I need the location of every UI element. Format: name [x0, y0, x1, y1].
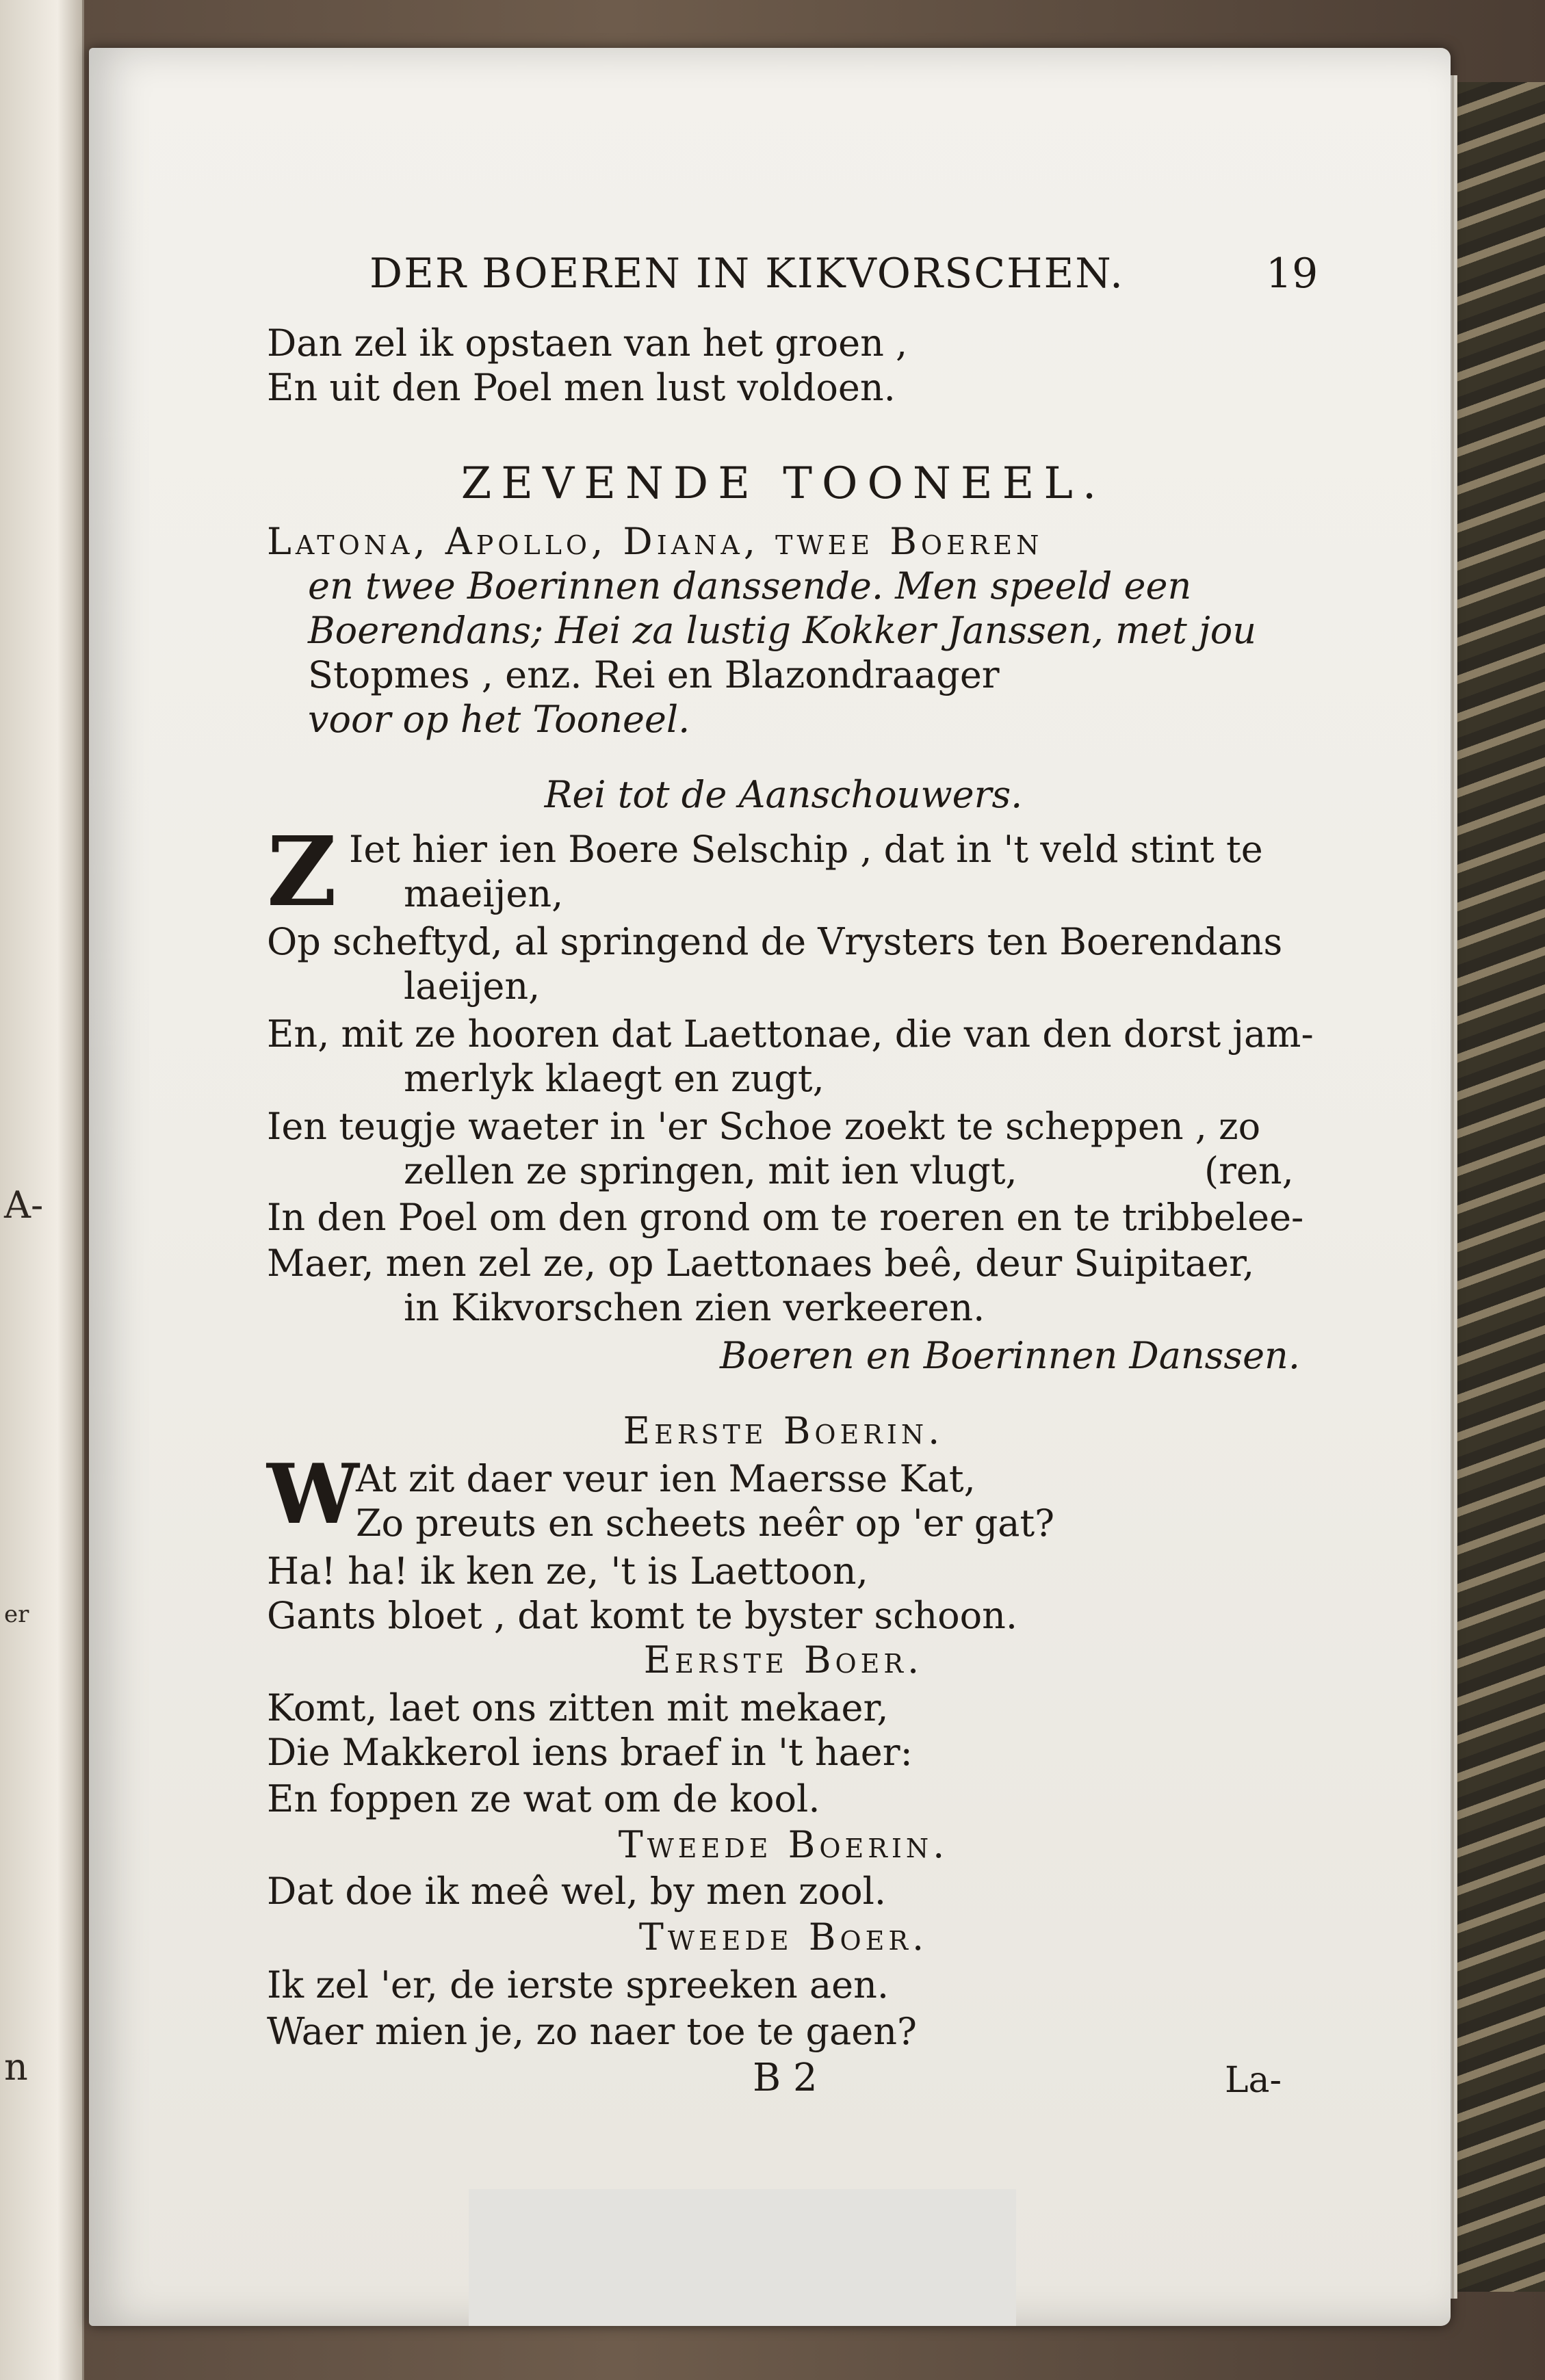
- speaker-label: Rei tot de Aanschouwers.: [544, 773, 1023, 816]
- left-page-fragment: A-: [4, 1184, 44, 1227]
- page-number: 19: [1266, 250, 1319, 298]
- verse-line: En foppen ze wat om de kool.: [267, 1777, 820, 1820]
- stage-direction-line: Latona, Apollo, Diana, twee Boeren: [267, 520, 1043, 563]
- stage-direction-line: Boerendans; Hei za lustig Kokker Janssen, met jou: [308, 609, 1257, 652]
- signature-mark: B 2: [753, 2056, 818, 2100]
- stage-direction-line: voor op het Tooneel.: [308, 698, 690, 741]
- verse-line: merlyk klaegt en zugt,: [404, 1057, 825, 1100]
- verse-line: At zit daer veur ien Maersse Kat,: [356, 1457, 976, 1500]
- verse-line: laeijen,: [404, 965, 541, 1008]
- verse-line: In den Poel om den grond om te roeren en te tribbelee-: [267, 1196, 1304, 1239]
- left-page-fragment: er: [4, 1601, 29, 1628]
- drop-cap: Z: [267, 816, 337, 928]
- verse-line: maeijen,: [404, 872, 564, 915]
- verse-line: Waer mien je, zo naer toe te gaen?: [267, 2010, 917, 2053]
- scene-heading: ZEVENDE TOONEEL.: [460, 458, 1106, 509]
- verse-line: Die Makkerol iens braef in 't haer:: [267, 1731, 913, 1774]
- stage-direction-line: Stopmes , enz. Rei en Blazondraager: [308, 653, 1000, 696]
- verse-line: Dat doe ik meê wel, by men zool.: [267, 1870, 887, 1913]
- running-head-title: DER BOEREN IN KIKVORSCHEN.: [369, 250, 1125, 298]
- speaker-label: Eerste Boer.: [643, 1638, 924, 1682]
- verse-line: Dan zel ik opstaen van het groen ,: [267, 322, 908, 365]
- verse-line: En uit den Poel men lust voldoen.: [267, 366, 896, 409]
- book-page: [89, 48, 1451, 2326]
- verse-line: in Kikvorschen zien verkeeren.: [404, 1286, 985, 1329]
- verse-line: Maer, men zel ze, op Laettonaes beê, deur Suipitaer,: [267, 1242, 1255, 1285]
- verse-line: Op scheftyd, al springend de Vrysters ten Boerendans: [267, 920, 1283, 963]
- speaker-label: Tweede Boerin.: [618, 1823, 949, 1866]
- verse-line: Gants bloet , dat komt te byster schoon.: [267, 1594, 1018, 1637]
- verse-line: Komt, laet ons zitten mit mekaer,: [267, 1686, 889, 1729]
- verse-line: En, mit ze hooren dat Laettonae, die van den dorst jam-: [267, 1012, 1314, 1056]
- speaker-label: Tweede Boer.: [638, 1915, 929, 1959]
- left-page-fragment: n: [4, 2045, 28, 2089]
- verse-line: Ha! ha! ik ken ze, 't is Laettoon,: [267, 1549, 868, 1593]
- stage-action: Boeren en Boerinnen Danssen.: [719, 1334, 1300, 1377]
- verse-line: Zo preuts en scheets neêr op 'er gat?: [356, 1502, 1055, 1545]
- verse-line: Ien teugje waeter in 'er Schoe zoekt te scheppen , zo: [267, 1105, 1261, 1148]
- stage-direction-line: en twee Boerinnen danssende. Men speeld een: [308, 564, 1192, 607]
- verse-line: zellen ze springen, mit ien vlugt,: [404, 1149, 1017, 1192]
- drop-cap: W: [267, 1446, 359, 1543]
- verse-line: Ik zel 'er, de ierste spreeken aen.: [267, 1963, 890, 2006]
- verse-line: Iet hier ien Boere Selschip , dat in 't veld stint te: [349, 828, 1263, 871]
- catchword: La-: [1225, 2060, 1282, 2101]
- verse-turnover: (ren,: [1204, 1149, 1294, 1192]
- redaction-box: [469, 2189, 1016, 2326]
- speaker-label: Eerste Boerin.: [623, 1409, 944, 1452]
- left-page: [0, 0, 84, 2380]
